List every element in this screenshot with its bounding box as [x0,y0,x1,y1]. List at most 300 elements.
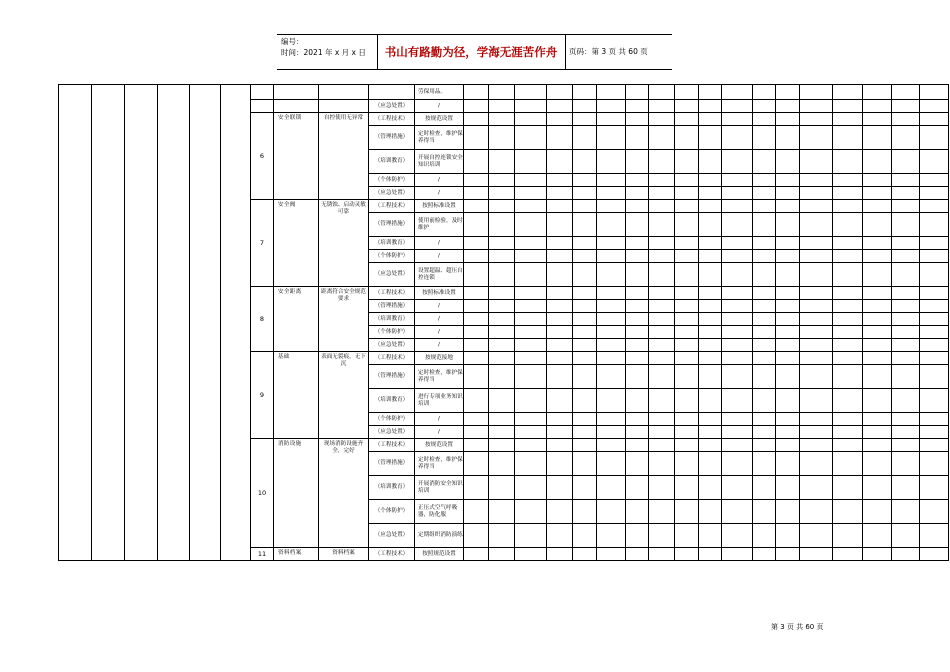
table-cell-empty [920,113,949,126]
table-cell-empty [489,313,515,326]
table-cell-empty [699,300,722,313]
table-cell-empty [597,413,626,426]
table-cell-empty [649,263,675,287]
table-cell-empty [597,113,626,126]
table-cell-empty [892,113,920,126]
measure-type-cell: （工程技术） [369,352,415,365]
table-cell-empty [753,326,776,339]
table-cell-empty [699,150,722,174]
table-cell-empty [833,250,863,263]
table-cell-empty [573,365,597,389]
table-cell-empty [833,389,863,413]
page-footer: 第 3 页 共 60 页 [771,623,824,631]
table-cell-empty [892,476,920,500]
item-number-cell: 8 [251,287,274,352]
table-cell-empty [597,313,626,326]
table-cell-empty [464,126,489,150]
table-cell-empty [573,126,597,150]
table-cell-empty [863,250,892,263]
table-cell-empty [776,213,800,237]
table-cell-empty [892,187,920,200]
table-cell-empty [920,389,949,413]
control-content-cell: / [415,413,464,426]
measure-type-cell: （管理措施） [369,365,415,389]
table-cell-empty [597,85,626,100]
table-cell-empty [753,452,776,476]
table-cell-empty [464,352,489,365]
measure-type-cell: （个体防护） [369,174,415,187]
table-cell-empty [833,452,863,476]
table-cell-empty [489,500,515,524]
table-cell-empty [722,187,753,200]
table-cell-empty [699,352,722,365]
table-cell-empty [920,339,949,352]
control-content-cell: / [415,250,464,263]
table-cell-empty [833,548,863,561]
table-cell-empty [776,126,800,150]
table-cell-empty [699,174,722,187]
table-cell-empty [892,213,920,237]
table-cell-empty [920,126,949,150]
table-cell-empty [675,250,699,263]
table-cell-empty [722,250,753,263]
table-cell-empty [753,213,776,237]
table-cell-empty [573,500,597,524]
table-cell-empty [547,313,573,326]
table-cell-empty [547,250,573,263]
table-cell-empty [675,326,699,339]
control-content-cell: / [415,100,464,113]
table-cell-empty [464,263,489,287]
table-cell-empty [863,300,892,313]
table-cell-empty [597,365,626,389]
table-cell-empty [573,339,597,352]
table-cell-empty [800,476,833,500]
table-cell-empty [597,126,626,150]
table-cell-empty [800,237,833,250]
table-cell-empty [833,500,863,524]
table-cell-empty [699,365,722,389]
table-cell-empty [833,85,863,100]
table-cell-empty [597,352,626,365]
measure-type-cell: （个体防护） [369,500,415,524]
table-cell-empty [776,339,800,352]
measure-type-cell: （培训教育） [369,313,415,326]
table-cell-empty [699,287,722,300]
table-cell-empty [753,250,776,263]
table-cell-empty [800,213,833,237]
table-cell-empty [833,365,863,389]
table-cell-empty [675,237,699,250]
table-cell-empty [892,126,920,150]
table-cell-empty [776,250,800,263]
table-cell-empty [59,85,92,561]
control-content-cell: 按照标准设置 [415,200,464,213]
table-cell-empty [649,187,675,200]
table-cell-empty [753,187,776,200]
table-cell-empty [863,113,892,126]
table-row [59,85,949,100]
table-cell-empty [573,326,597,339]
item-number-cell: 10 [251,439,274,548]
table-cell-empty [649,300,675,313]
control-content-cell: / [415,339,464,352]
header-divider [565,35,566,69]
table-cell-empty [892,389,920,413]
table-cell-empty [489,250,515,263]
table-cell-empty [833,200,863,213]
measure-type-cell: （个体防护） [369,413,415,426]
table-cell-empty [833,426,863,439]
table-cell-empty [649,313,675,326]
table-cell-empty [722,548,753,561]
table-cell-empty [776,426,800,439]
table-cell-empty [920,352,949,365]
table-cell-empty [489,300,515,313]
table-cell-empty [776,150,800,174]
measure-type-cell: （应急处置） [369,263,415,287]
table-cell-empty [863,452,892,476]
table-cell-empty [464,100,489,113]
table-cell-empty [489,113,515,126]
table-cell-empty [753,300,776,313]
table-cell-empty [776,365,800,389]
table-cell-empty [573,100,597,113]
table-cell-empty [675,452,699,476]
table-cell-empty [464,339,489,352]
table-cell-empty [722,313,753,326]
table-cell-empty [626,237,649,250]
table-cell-empty [597,150,626,174]
table-cell-empty [920,326,949,339]
table-cell-empty [863,326,892,339]
table-cell-empty [464,150,489,174]
table-cell-empty [699,413,722,426]
table-cell-empty [675,287,699,300]
table-cell-empty [699,263,722,287]
hazard-cell: 消防设施 [274,439,319,548]
table-cell-empty [573,476,597,500]
standard-cell: 现场消防设施齐全，完好 [319,439,369,548]
table-cell-empty [863,200,892,213]
table-cell-empty [547,300,573,313]
table-cell-empty [675,413,699,426]
table-cell-empty [597,237,626,250]
measure-type-cell: （工程技术） [369,113,415,126]
table-cell-empty [920,524,949,548]
table-cell-empty [800,300,833,313]
table-cell-empty [753,476,776,500]
table-cell-empty [892,524,920,548]
table-cell-empty [547,100,573,113]
item-number-cell [251,85,274,100]
control-content-cell: 开展自控连锁安全知识培训 [415,150,464,174]
table-cell-empty [753,524,776,548]
table-cell-empty [833,524,863,548]
table-cell-empty [753,113,776,126]
table-cell-empty [675,365,699,389]
table-cell-empty [489,174,515,187]
table-cell-empty [753,413,776,426]
table-cell-empty [863,174,892,187]
table-cell-empty [675,85,699,100]
table-cell-empty [464,365,489,389]
table-cell-empty [464,174,489,187]
table-cell-empty [722,237,753,250]
table-cell-empty [699,326,722,339]
table-cell-empty [863,187,892,200]
table-cell-empty [515,287,547,300]
table-cell-empty [722,126,753,150]
table-cell-empty [649,452,675,476]
table-cell-empty [675,263,699,287]
table-cell-empty [699,200,722,213]
header-meta [281,36,377,68]
table-cell-empty [699,237,722,250]
table-cell-empty [863,313,892,326]
table-cell-empty [626,352,649,365]
table-cell-empty [649,524,675,548]
table-cell-empty [489,524,515,548]
table-cell-empty [515,476,547,500]
table-cell-empty [597,200,626,213]
table-cell-empty [547,500,573,524]
table-cell-empty [597,439,626,452]
table-cell-empty [489,237,515,250]
table-cell-empty [489,426,515,439]
table-cell-empty [547,174,573,187]
table-cell-empty [722,326,753,339]
table-cell-empty [573,389,597,413]
table-cell-empty [573,352,597,365]
table-cell-empty [489,452,515,476]
table-cell-empty [649,126,675,150]
item-number-cell: 9 [251,352,274,439]
table-cell-empty [920,413,949,426]
table-cell-empty [722,300,753,313]
table-cell-empty [892,413,920,426]
table-cell-empty [800,339,833,352]
measure-type-cell: （工程技术） [369,548,415,561]
table-cell-empty [547,200,573,213]
table-cell-empty [464,313,489,326]
table-cell-empty [753,174,776,187]
table-cell-empty [863,287,892,300]
table-cell-empty [515,500,547,524]
table-cell-empty [573,200,597,213]
table-cell-empty [920,452,949,476]
table-cell-empty [800,313,833,326]
table-cell-empty [776,439,800,452]
table-cell-empty [597,452,626,476]
table-cell-empty [675,352,699,365]
table-cell-empty [800,85,833,100]
table-cell-empty [722,263,753,287]
table-cell-empty [776,500,800,524]
table-cell-empty [675,187,699,200]
table-cell-empty [573,85,597,100]
table-cell-empty [547,476,573,500]
table-cell-empty [753,339,776,352]
table-cell-empty [597,300,626,313]
table-cell-empty [753,237,776,250]
table-cell-empty [597,548,626,561]
table-cell-empty [920,85,949,100]
table-cell-empty [515,426,547,439]
table-cell-empty [699,113,722,126]
table-cell-empty [800,524,833,548]
table-cell-empty [699,524,722,548]
table-cell-empty [573,439,597,452]
table-cell-empty [515,389,547,413]
table-cell-empty [863,213,892,237]
table-cell-empty [892,250,920,263]
table-cell-empty [800,250,833,263]
table-cell-empty [626,313,649,326]
table-cell-empty [753,313,776,326]
table-cell-empty [158,85,190,561]
table-cell-empty [515,174,547,187]
table-cell-empty [649,213,675,237]
table-cell-empty [464,476,489,500]
table-cell-empty [573,237,597,250]
table-cell-empty [489,213,515,237]
control-content-cell: 定时检查，维护保养得当 [415,452,464,476]
table-cell-empty [626,476,649,500]
table-cell-empty [464,524,489,548]
table-cell-empty [547,85,573,100]
table-cell-empty [863,352,892,365]
table-cell-empty [547,339,573,352]
table-cell-empty [920,187,949,200]
table-cell-empty [626,187,649,200]
table-cell-empty [722,200,753,213]
table-cell-empty [753,200,776,213]
measure-type-cell: （管理措施） [369,300,415,313]
table-cell-empty [489,187,515,200]
table-cell-empty [892,263,920,287]
table-cell-empty [626,365,649,389]
table-cell-empty [515,85,547,100]
table-cell-empty [626,452,649,476]
table-cell-empty [675,500,699,524]
table-cell-empty [573,426,597,439]
table-cell-empty [597,339,626,352]
table-cell-empty [626,200,649,213]
control-content-cell: 定时检查，维护保养得当 [415,126,464,150]
table-cell-empty [489,126,515,150]
table-cell-empty [892,237,920,250]
table-cell-empty [515,352,547,365]
table-cell-empty [573,452,597,476]
table-cell-empty [573,187,597,200]
item-number-cell [251,100,274,113]
standard-cell: 资料档案 [319,548,369,561]
table-cell-empty [515,413,547,426]
table-cell-empty [833,113,863,126]
table-cell-empty [920,150,949,174]
table-cell-empty [649,200,675,213]
table-cell-empty [800,187,833,200]
table-cell-empty [699,187,722,200]
table-cell-empty [920,500,949,524]
table-cell-empty [920,476,949,500]
table-cell-empty [776,100,800,113]
table-cell-empty [800,413,833,426]
table-cell-empty [649,100,675,113]
table-cell-empty [573,263,597,287]
table-cell-empty [833,263,863,287]
table-cell-empty [800,365,833,389]
table-cell-empty [125,85,158,561]
table-cell-empty [892,174,920,187]
hazard-cell: 安全距离 [274,287,319,352]
control-content-cell: 按规范设置 [415,439,464,452]
table-cell-empty [699,339,722,352]
table-cell-empty [776,113,800,126]
measure-type-cell: （应急处置） [369,426,415,439]
table-cell-empty [800,150,833,174]
item-number-cell: 6 [251,113,274,200]
control-content-cell: / [415,300,464,313]
table-cell-empty [863,426,892,439]
table-cell-empty [920,365,949,389]
table-cell-empty [464,500,489,524]
measure-type-cell: （管理措施） [369,452,415,476]
table-cell-empty [626,326,649,339]
control-content-cell: / [415,313,464,326]
table-cell-empty [547,426,573,439]
table-cell-empty [649,113,675,126]
control-content-cell: / [415,326,464,339]
table-cell-empty [547,187,573,200]
standard-cell [319,85,369,100]
table-cell-empty [892,85,920,100]
table-cell-empty [699,439,722,452]
table-cell-empty [573,150,597,174]
table-cell-empty [515,439,547,452]
table-cell-empty [892,100,920,113]
table-cell-empty [649,85,675,100]
table-cell-empty [547,213,573,237]
measure-type-cell [369,85,415,100]
table-cell-empty [573,213,597,237]
table-cell-empty [833,476,863,500]
table-cell-empty [489,439,515,452]
table-cell-empty [863,85,892,100]
table-cell-empty [776,187,800,200]
table-cell-empty [515,100,547,113]
table-cell-empty [464,426,489,439]
table-cell-empty [800,100,833,113]
table-cell-empty [800,287,833,300]
table-cell-empty [753,352,776,365]
measure-type-cell: （培训教育） [369,150,415,174]
table-cell-empty [776,263,800,287]
measure-type-cell: （个体防护） [369,326,415,339]
table-cell-empty [464,326,489,339]
table-cell-empty [699,85,722,100]
table-cell-empty [892,452,920,476]
table-cell-empty [515,263,547,287]
table-cell-empty [675,113,699,126]
table-cell-empty [863,150,892,174]
table-cell-empty [464,452,489,476]
control-content-cell: / [415,237,464,250]
table-cell-empty [547,326,573,339]
table-cell-empty [464,113,489,126]
table-cell-empty [464,300,489,313]
